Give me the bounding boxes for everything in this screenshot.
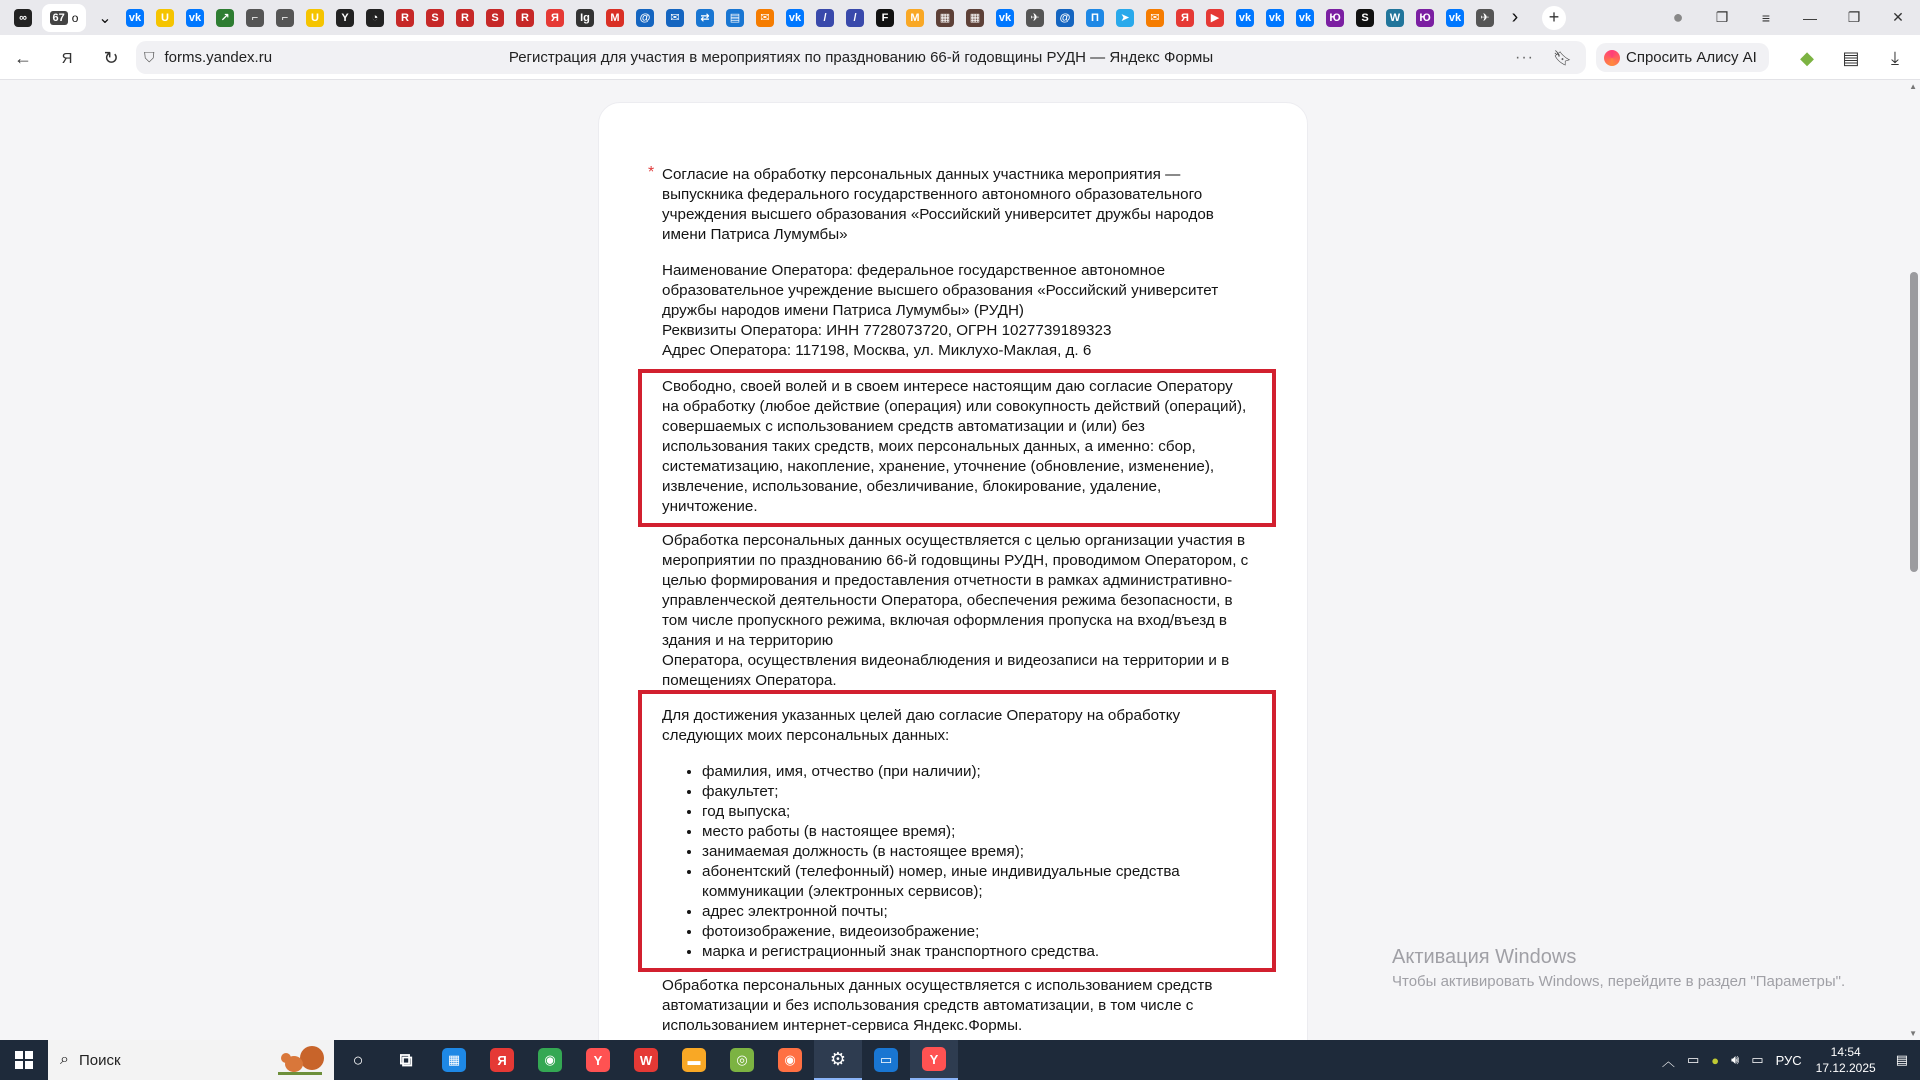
- tab[interactable]: [1410, 4, 1440, 32]
- list-item: • занимаемая должность (в настоящее время);: [702, 842, 1252, 862]
- scrollbar-thumb[interactable]: [1910, 272, 1918, 572]
- bird-icon: ✈: [1026, 9, 1044, 27]
- tab[interactable]: [360, 4, 390, 32]
- list-item: • марка и регистрационный знак транспортного средства.: [702, 942, 1252, 962]
- vk-icon: vk: [126, 9, 144, 27]
- profile-avatar-icon[interactable]: ●: [1672, 7, 1684, 27]
- tab[interactable]: [1050, 4, 1080, 32]
- tab[interactable]: [270, 4, 300, 32]
- minimize-icon[interactable]: —: [1803, 9, 1817, 26]
- tab-count-suffix: o: [71, 10, 79, 25]
- gmail-icon: M: [606, 9, 624, 27]
- mail-icon: ✉: [666, 9, 684, 27]
- scrollbar[interactable]: [1906, 80, 1920, 1040]
- tab[interactable]: [1320, 4, 1350, 32]
- clock-icon: ◔: [366, 9, 384, 27]
- operator-info: [662, 261, 1252, 361]
- squirrel-icon: [274, 1044, 326, 1076]
- operator-address: Адрес Оператора: 117198, Москва, ул. Миклухо-Маклая, д. 6: [662, 342, 1092, 359]
- tab[interactable]: [870, 4, 900, 32]
- grid-icon: ▦: [966, 9, 984, 27]
- network-icon[interactable]: ▭: [1751, 1052, 1764, 1067]
- tab[interactable]: [1440, 4, 1470, 32]
- tab[interactable]: [1290, 4, 1320, 32]
- tab[interactable]: [450, 4, 480, 32]
- tab[interactable]: [1140, 4, 1170, 32]
- url-domain: forms.yandex.ru: [164, 49, 273, 66]
- tab[interactable]: [240, 4, 270, 32]
- grid-icon: ▦: [936, 9, 954, 27]
- tab[interactable]: [630, 4, 660, 32]
- ask-alice-button[interactable]: [1596, 43, 1769, 72]
- tab[interactable]: [1200, 4, 1230, 32]
- shield-icon[interactable]: ⛉: [144, 49, 155, 65]
- pi-icon: Π: [1086, 9, 1104, 27]
- task-view-icon: ⧉: [399, 1049, 413, 1070]
- extension-icon[interactable]: ◆: [1800, 47, 1814, 68]
- ya-icon: Я: [1176, 9, 1194, 27]
- tab[interactable]: [1350, 4, 1380, 32]
- tab[interactable]: [600, 4, 630, 32]
- chevron-down-icon[interactable]: ⌄: [98, 9, 112, 27]
- taskbar-app[interactable]: [430, 1040, 478, 1080]
- taskbar: [0, 1040, 1920, 1080]
- u-icon: U: [156, 9, 174, 27]
- tab[interactable]: [180, 4, 210, 32]
- tab[interactable]: [840, 4, 870, 32]
- wps-icon: W: [634, 1048, 658, 1072]
- list-item: • абонентский (телефонный) номер, иные индивидуальные средства коммуникации (электронных сервисов);: [702, 862, 1252, 902]
- yandex-icon: Y: [336, 9, 354, 27]
- alice-label: Спросить Алису AI: [1626, 49, 1757, 66]
- list-item: • факультет;: [702, 782, 1252, 802]
- downloads-panel-icon[interactable]: ▤: [1842, 47, 1860, 68]
- doc-icon: ▤: [726, 9, 744, 27]
- windows-start-icon[interactable]: [0, 1040, 48, 1080]
- list-item: • место работы (в настоящее время);: [702, 822, 1252, 842]
- taskbar-apps: [334, 1040, 958, 1080]
- tab[interactable]: [990, 4, 1020, 32]
- bookmark-icon[interactable]: 🔖︎: [1552, 49, 1572, 67]
- watermark-subtitle: Чтобы активировать Windows, перейдите в раздел "Параметры".: [1392, 973, 1846, 990]
- tab[interactable]: [930, 4, 960, 32]
- tab-group-counter[interactable]: [42, 4, 86, 32]
- taskbar-app[interactable]: [382, 1040, 430, 1080]
- processing-method: Обработка персональных данных осуществляется с использованием средств автоматизации и без использования средств автоматизации, в том числе с использованием интернет-сервиса Яндекс.Формы.: [662, 977, 1213, 1034]
- tab[interactable]: [750, 4, 780, 32]
- slash-icon: /: [816, 9, 834, 27]
- volume-icon[interactable]: 🔊︎: [1731, 1052, 1740, 1067]
- youtube-icon: ▶: [1206, 9, 1224, 27]
- tab[interactable]: [510, 4, 540, 32]
- r-icon: R: [396, 9, 414, 27]
- tab[interactable]: [810, 4, 840, 32]
- close-icon[interactable]: ✕: [1892, 9, 1904, 25]
- security-icon[interactable]: ●: [1711, 1052, 1720, 1068]
- scroll-up-icon[interactable]: ▲: [1909, 82, 1917, 91]
- browser-toolbar: [0, 35, 1920, 80]
- at-icon: @: [636, 9, 654, 27]
- tab[interactable]: [300, 4, 330, 32]
- yandex-icon: Я: [490, 1048, 514, 1072]
- purpose-text: [662, 531, 1252, 691]
- tab[interactable]: [210, 4, 240, 32]
- ig-icon: Ig: [576, 9, 594, 27]
- tab[interactable]: [150, 4, 180, 32]
- reload-icon[interactable]: ↻: [103, 47, 119, 68]
- tab-count: 67: [50, 11, 68, 25]
- taskbar-app[interactable]: [574, 1040, 622, 1080]
- taskbar-app[interactable]: [478, 1040, 526, 1080]
- m-icon: M: [906, 9, 924, 27]
- taskbar-app[interactable]: [862, 1040, 910, 1080]
- vk-icon: vk: [186, 9, 204, 27]
- sync-icon: ⇄: [696, 9, 714, 27]
- list-item: • фотоизображение, видеоизображение;: [702, 922, 1252, 942]
- tab[interactable]: [1020, 4, 1050, 32]
- s-icon: S: [1356, 9, 1374, 27]
- firefox-icon: ◉: [778, 1048, 802, 1072]
- tab[interactable]: [1080, 4, 1110, 32]
- at-icon: @: [1056, 9, 1074, 27]
- vk-icon: vk: [1296, 9, 1314, 27]
- taskbar-app[interactable]: [910, 1040, 958, 1080]
- explorer-icon: ▬: [682, 1048, 706, 1072]
- tab[interactable]: [8, 4, 38, 32]
- download-icon[interactable]: ⤓: [1891, 47, 1899, 68]
- yandex-icon[interactable]: Я: [61, 49, 73, 67]
- collections-icon[interactable]: ❐: [1715, 9, 1729, 25]
- tab[interactable]: [570, 4, 600, 32]
- page-title: Регистрация для участия в мероприятиях по празднованию 66-й годовщины РУДН — Яндекс Формы: [508, 49, 1214, 66]
- taskbar-app[interactable]: [334, 1040, 382, 1080]
- language-indicator[interactable]: РУС: [1775, 1052, 1802, 1068]
- vk-icon: vk: [1266, 9, 1284, 27]
- chart-icon: ⌐: [276, 9, 294, 27]
- watermark-title: Активация Windows: [1392, 946, 1577, 968]
- windows-activation-watermark: [1392, 946, 1845, 990]
- mail-icon: ✉: [756, 9, 774, 27]
- notifications-icon[interactable]: ▤: [1895, 1052, 1908, 1067]
- search-icon: ⌕: [60, 1051, 69, 1068]
- chevron-up-icon[interactable]: ︿: [1661, 1053, 1675, 1069]
- back-icon[interactable]: ←: [14, 47, 32, 68]
- tab[interactable]: [720, 4, 750, 32]
- infinity-icon: ∞: [14, 9, 32, 27]
- more-icon[interactable]: ···: [1515, 48, 1534, 66]
- chart-icon: ⌐: [246, 9, 264, 27]
- system-tray: [1656, 1040, 1920, 1080]
- wordpress-icon: W: [1386, 9, 1404, 27]
- chrome-icon: ◉: [538, 1048, 562, 1072]
- tab-strip: [0, 0, 1920, 35]
- u-icon: U: [306, 9, 324, 27]
- r-icon: R: [516, 9, 534, 27]
- consent-title: Согласие на обработку персональных данных участника мероприятия — выпускника федерального государственного автономного образовательного учреждения высшего образования «Российский университет дружбы народов имени Патриса Лумумбы»: [662, 166, 1214, 243]
- purpose-part-1: Обработка персональных данных осуществляется с целью организации участия в мероприятии по празднованию 66-й годовщины РУДН, проводимом Оператором, с целью формирования и предоставления отчетности в рамках административно-управленческой деятельности Оператора, обеспечения режима безопасности, в том числе пропускного режима, включая оформления пропуска на вход/въезд в здания и на территорию: [662, 532, 1249, 649]
- vk-icon: vk: [1236, 9, 1254, 27]
- tab[interactable]: [1380, 4, 1410, 32]
- s-icon: S: [486, 9, 504, 27]
- tab[interactable]: [1230, 4, 1260, 32]
- taskbar-search[interactable]: [48, 1040, 334, 1080]
- tab[interactable]: [540, 4, 570, 32]
- tab[interactable]: [660, 4, 690, 32]
- telegram-icon: ➤: [1116, 9, 1134, 27]
- vk-icon: vk: [1446, 9, 1464, 27]
- f-icon: F: [876, 9, 894, 27]
- taskbar-app[interactable]: [622, 1040, 670, 1080]
- tab[interactable]: [960, 4, 990, 32]
- s-icon: S: [426, 9, 444, 27]
- search-label: Поиск: [78, 1051, 121, 1069]
- battery-icon[interactable]: ▭: [1686, 1052, 1700, 1067]
- bird-icon: ✈: [1476, 9, 1494, 27]
- list-item: • адрес электронной почты;: [702, 902, 1252, 922]
- tab[interactable]: [1260, 4, 1290, 32]
- taskbar-app[interactable]: [670, 1040, 718, 1080]
- ya-icon: Я: [546, 9, 564, 27]
- vk-icon: vk: [786, 9, 804, 27]
- cortana-icon: ○: [352, 1049, 364, 1070]
- menu-icon[interactable]: ≡: [1761, 9, 1771, 26]
- personal-data-list: [662, 762, 1252, 962]
- tab[interactable]: [390, 4, 420, 32]
- r-icon: R: [456, 9, 474, 27]
- tab[interactable]: [480, 4, 510, 32]
- taskbar-app[interactable]: [526, 1040, 574, 1080]
- mail-icon: ✉: [1146, 9, 1164, 27]
- clock[interactable]: [1816, 1044, 1876, 1076]
- vk-icon: vk: [996, 9, 1014, 27]
- browser-icon: ◎: [730, 1048, 754, 1072]
- yandex-browser-icon: Y: [586, 1048, 610, 1072]
- purpose-part-2: Оператора, осуществления видеонаблюдения и видеозаписи на территории и в помещениях Оператора.: [662, 652, 1230, 689]
- tab[interactable]: [420, 4, 450, 32]
- tab[interactable]: [120, 4, 150, 32]
- yandex-browser-icon: Y: [922, 1047, 946, 1071]
- yoomoney-icon: Ю: [1416, 9, 1434, 27]
- clock-date: 17.12.2025: [1815, 1061, 1876, 1075]
- data-intro: Для достижения указанных целей даю согласие Оператору на обработку следующих моих персональных данных:: [662, 707, 1181, 744]
- tab[interactable]: [1110, 4, 1140, 32]
- slash-icon: /: [846, 9, 864, 27]
- address-bar[interactable]: [136, 41, 1586, 74]
- tab[interactable]: [1470, 4, 1500, 32]
- scroll-down-icon[interactable]: ▼: [1909, 1029, 1917, 1038]
- settings-icon: ⚙: [829, 1048, 847, 1069]
- required-asterisk: *: [648, 164, 655, 181]
- new-tab-button[interactable]: +: [1542, 6, 1566, 30]
- chart-icon: ↗: [216, 9, 234, 27]
- tab[interactable]: [690, 4, 720, 32]
- list-item: • фамилия, имя, отчество (при наличии);: [702, 762, 1252, 782]
- taskbar-app[interactable]: [718, 1040, 766, 1080]
- chevron-right-icon[interactable]: ›: [1511, 6, 1519, 28]
- store-icon: ▦: [442, 1048, 466, 1072]
- taskbar-app[interactable]: [766, 1040, 814, 1080]
- taskbar-app[interactable]: [814, 1040, 862, 1080]
- consent-statement: Свободно, своей волей и в своем интересе настоящим даю согласие Оператору на обработку (любое действие (операция) или совокупность действий (операций), совершаемых с использованием средств автоматизации и (или) без использования таких средств, моих персональных данных, а именно: сбор, систематизацию, накопление, хранение, уточнение (обновление, изменение), извлечение, использование, обезличивание, блокирование, удаление, уничтожение.: [662, 378, 1247, 515]
- data-list-block: [662, 706, 1252, 962]
- tab[interactable]: [1170, 4, 1200, 32]
- clock-time: 14:54: [1830, 1045, 1861, 1059]
- operator-name: Наименование Оператора: федеральное государственное автономное образовательное учреждение высшего образования «Российский университет дружбы народов имени Патриса Лумумбы» (РУДН): [662, 262, 1219, 319]
- list-item: • год выпуска;: [702, 802, 1252, 822]
- tab[interactable]: [900, 4, 930, 32]
- page-content: [0, 80, 1920, 1040]
- maximize-icon[interactable]: ❐: [1847, 9, 1861, 25]
- tab[interactable]: [780, 4, 810, 32]
- alice-icon: [1604, 50, 1620, 66]
- operator-details: Реквизиты Оператора: ИНН 7728073720, ОГРН 1027739189323: [662, 322, 1112, 339]
- tab-favicons: [8, 4, 1530, 32]
- yoomoney-icon: Ю: [1326, 9, 1344, 27]
- window-icon: ▭: [874, 1048, 898, 1072]
- tab[interactable]: [330, 4, 360, 32]
